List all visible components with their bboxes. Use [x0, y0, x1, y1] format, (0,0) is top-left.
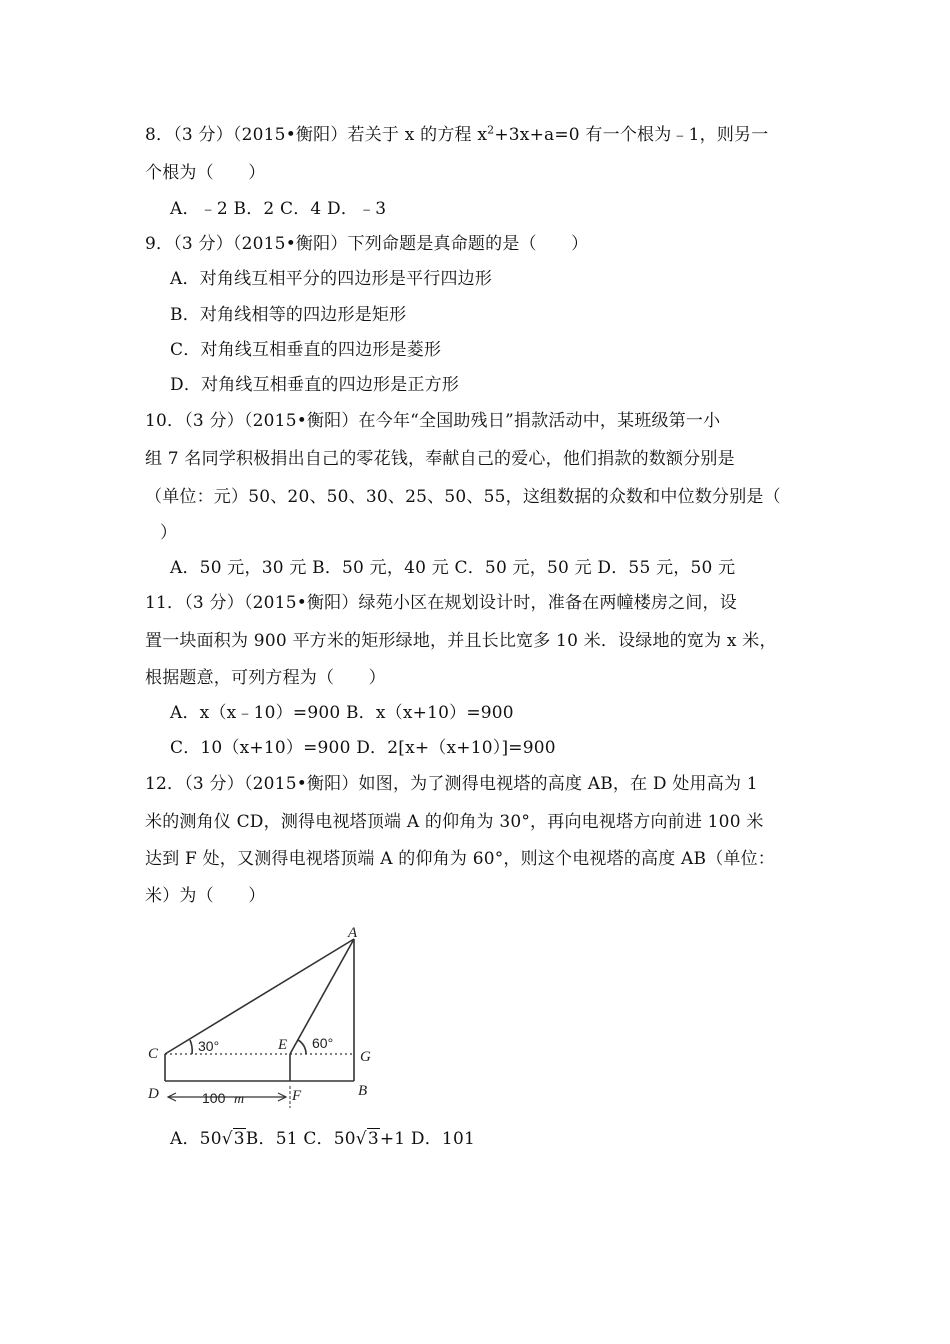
q8-stem-line2: 个根为（ ）: [145, 163, 266, 183]
q12-options: A．50√3B．51 C．50√3+1 D．101: [170, 1129, 475, 1149]
label-distance: 100: [202, 1090, 226, 1106]
q12-stem-line3: 达到 F 处，又测得电视塔顶端 A 的仰角为 60°，则这个电视塔的高度 AB（单位：: [145, 849, 775, 869]
q12-stem-line1: 12．（3 分）（2015•衡阳）如图，为了测得电视塔的高度 AB，在 D 处用高为 1: [145, 774, 758, 794]
label-unit: m: [234, 1092, 245, 1107]
q9-option-d: D．对角线互相垂直的四边形是正方形: [170, 375, 460, 395]
q10-stem-line4: ）: [160, 523, 178, 543]
q10-stem-line1: 10．（3 分）（2015•衡阳）在今年“全国助残日”捐款活动中，某班级第一小: [145, 411, 721, 431]
q10-options: A．50 元，30 元 B．50 元，40 元 C．50 元，50 元 D．55 元，50 元: [170, 558, 736, 578]
label-angle-30: 30°: [198, 1038, 220, 1054]
q12-stem-line2: 米的测角仪 CD，测得电视塔顶端 A 的仰角为 30°，再向电视塔方向前进 100 米: [145, 812, 764, 832]
label-angle-60: 60°: [312, 1035, 334, 1051]
q8-options: A．﹣2 B．2 C．4 D．﹣3: [170, 199, 387, 219]
sqrt-symbol: √3: [221, 1129, 245, 1149]
angle-arc-60: [298, 1040, 306, 1054]
label-c: C: [148, 1046, 159, 1062]
q11-stem-line3: 根据题意，可列方程为（ ）: [145, 668, 386, 688]
q9-option-c: C．对角线互相垂直的四边形是菱形: [170, 340, 442, 360]
q9-option-b: B．对角线相等的四边形是矩形: [170, 305, 407, 325]
q11-stem-line2: 置一块面积为 900 平方米的矩形绿地，并且长比宽多 10 米．设绿地的宽为 x 米，: [145, 631, 777, 651]
q11-options-row2: C．10（x+10）=900 D．2[x+（x+10）]=900: [170, 738, 556, 758]
q9-option-a: A．对角线互相平分的四边形是平行四边形: [170, 269, 493, 289]
q8-stem-line1: 8．（3 分）（2015•衡阳）若关于 x 的方程 $x^2+3x+a=0$ 有一个根为﹣1，则另一: [145, 123, 769, 145]
label-a: A: [348, 925, 358, 941]
angle-arc-30: [190, 1040, 192, 1054]
label-d: D: [148, 1086, 159, 1102]
tower-height-figure: [140, 918, 390, 1113]
label-e: E: [278, 1037, 288, 1053]
q12-stem-line4: 米）为（ ）: [145, 886, 266, 906]
q11-options-row1: A．x（x﹣10）=900 B．x（x+10）=900: [170, 703, 514, 723]
label-g: G: [360, 1049, 371, 1065]
label-b: B: [358, 1083, 368, 1099]
q11-stem-line1: 11．（3 分）（2015•衡阳）绿苑小区在规划设计时，准备在两幢楼房之间，设: [145, 593, 737, 613]
q9-stem: 9．（3 分）（2015•衡阳）下列命题是真命题的是（ ）: [145, 234, 589, 254]
q10-stem-line3: （单位：元）50、20、50、30、25、50、55，这组数据的众数和中位数分别是（: [145, 487, 781, 507]
label-f: F: [292, 1088, 302, 1104]
q10-stem-line2: 组 7 名同学积极捐出自己的零花钱，奉献自己的爱心，他们捐款的数额分别是: [145, 449, 735, 469]
exponent: 2: [487, 123, 495, 137]
sqrt-symbol: √3: [355, 1129, 379, 1149]
